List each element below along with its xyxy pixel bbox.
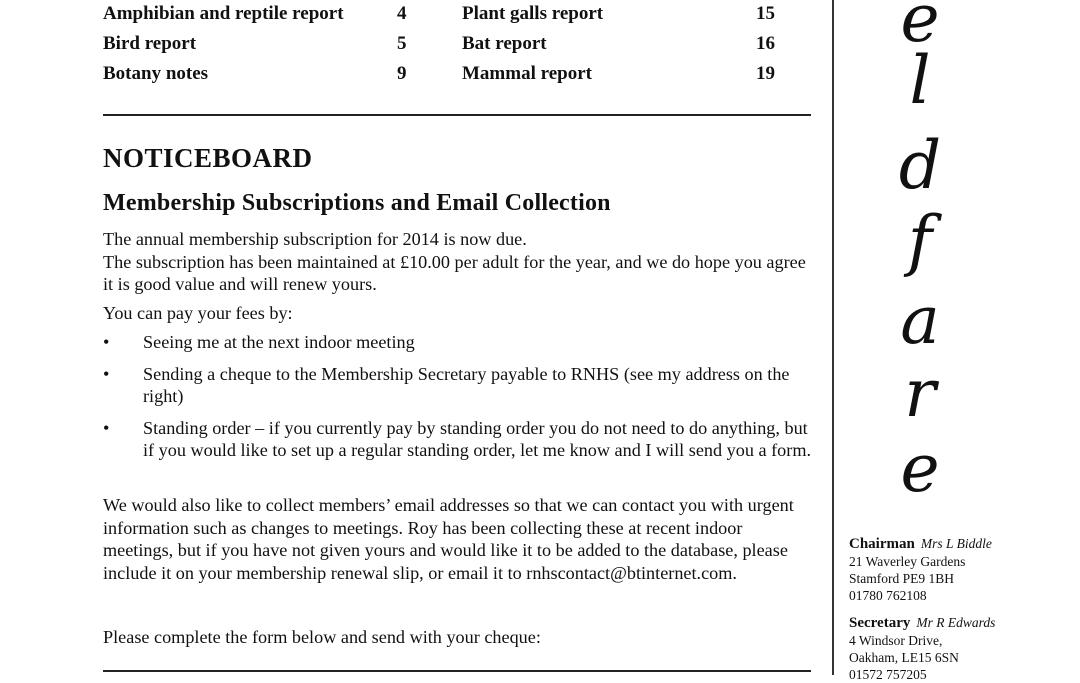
contents-title: Plant galls report xyxy=(462,3,604,24)
masthead-letter: a xyxy=(900,282,940,359)
address-line: Oakham, LE15 6SN xyxy=(849,650,959,665)
address-line: 4 Windsor Drive, xyxy=(849,633,943,648)
contents-page-number: 15 xyxy=(756,3,775,24)
intro-line: The subscription has been maintained at £10.00 per adult for the year, and we do hope you agree it is good value and will renew yours. xyxy=(103,251,806,294)
masthead-letter: d xyxy=(898,127,942,204)
payment-options-list xyxy=(103,331,813,471)
email-paragraph: We would also like to collect members’ email addresses so that we can contact you with urgent information such as changes to meetings. Roy has been collecting these at recent indoor meetings, but if you have not given yours and would like it to be added to the database, please include it on your membership renewal slip, or email it to rnhscontact@btinternet.com. xyxy=(103,495,794,583)
masthead-letter: e xyxy=(900,430,940,507)
officer-name: Mr R Edwards xyxy=(916,615,996,630)
section-heading: NOTICEBOARD xyxy=(103,143,313,173)
contents-page-number: 9 xyxy=(397,63,407,84)
contents-page-number: 19 xyxy=(756,63,775,84)
officer-secretary xyxy=(849,614,1069,683)
intro-paragraph xyxy=(103,228,813,296)
list-item: • Standing order – if you currently pay by standing order you do not need to do anything, but if you would like to set up a regular standing order, let me know and I will send you a form. xyxy=(103,417,812,460)
bullet-icon: • xyxy=(103,332,110,352)
payment-intro: You can pay your fees by: xyxy=(103,303,293,323)
contents-entry xyxy=(462,29,547,59)
section-divider xyxy=(103,114,811,116)
contents-title: Mammal report xyxy=(462,63,592,84)
contents-title: Bird report xyxy=(103,33,197,54)
contents-page-number: 16 xyxy=(756,33,775,54)
masthead-letter: f xyxy=(907,202,933,279)
masthead-letter: e xyxy=(900,0,940,57)
contents-title: Botany notes xyxy=(103,63,209,84)
closing-line: Please complete the form below and send with your cheque: xyxy=(103,627,541,647)
bullet-icon: • xyxy=(103,417,110,438)
contents-entry xyxy=(103,0,403,29)
column-divider xyxy=(832,0,834,675)
masthead-letter: r xyxy=(904,355,936,432)
masthead-letter: l xyxy=(909,42,931,119)
bullet-icon: • xyxy=(103,363,110,384)
contents-entry xyxy=(462,0,603,29)
list-item: • Sending a cheque to the Membership Secretary payable to RNHS (see my address on the right) xyxy=(103,363,790,406)
phone-number: 01572 757205 xyxy=(849,667,927,682)
contents-page-number: 5 xyxy=(397,33,407,54)
intro-line: The annual membership subscription for 2014 is now due. xyxy=(103,229,527,249)
phone-number: 01780 762108 xyxy=(849,588,927,603)
address-line: Stamford PE9 1BH xyxy=(849,571,955,586)
officer-role: Chairman xyxy=(849,536,915,552)
article-title: Membership Subscriptions and Email Collection xyxy=(103,190,611,216)
contents-entry xyxy=(462,59,592,89)
address-line: 21 Waverley Gardens xyxy=(849,554,966,569)
contents-title: Amphibian and reptile report xyxy=(103,3,344,24)
contents-title: Bat report xyxy=(462,33,547,54)
contents-page-number: 4 xyxy=(397,3,407,24)
section-divider xyxy=(103,670,811,672)
officer-chairman xyxy=(849,535,1069,604)
list-item: • Seeing me at the next indoor meeting xyxy=(103,332,415,352)
officer-role: Secretary xyxy=(849,615,911,631)
officer-name: Mrs L Biddle xyxy=(920,536,992,551)
